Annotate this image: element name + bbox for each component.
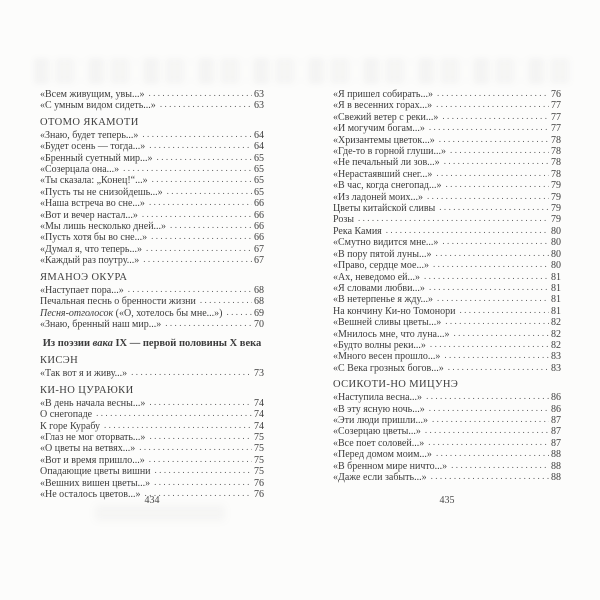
toc-entry-title: «С умным видом сидеть...» — [40, 100, 156, 112]
toc-entry-page: 73 — [254, 368, 264, 380]
toc-entry-page: 81 — [551, 282, 561, 294]
toc-entry-title: «Мы лишь несколько дней...» — [40, 221, 167, 233]
dot-leader — [155, 465, 252, 476]
toc-entry-page: 82 — [551, 317, 561, 329]
toc-entry-title: «Ах, неведомо ей...» — [333, 271, 420, 283]
dot-leader — [149, 454, 252, 465]
toc-entry-page: 83 — [551, 351, 561, 363]
dot-leader — [426, 391, 549, 402]
toc-entry-title: «С Века грозных богов...» — [333, 362, 444, 374]
toc-entry-page: 81 — [551, 271, 561, 283]
dot-leader — [436, 168, 549, 179]
toc-entry-title: «Я в весенних горах...» — [333, 100, 433, 112]
toc-entry-title: «В день начала весны...» — [40, 397, 146, 409]
dot-leader — [444, 350, 549, 361]
toc-entry-title: «Знаю, бренный наш мир...» — [40, 318, 162, 330]
dot-leader — [152, 174, 252, 185]
toc-entry-title: «Нерастаявший снег...» — [333, 168, 433, 180]
toc-entry-title: На кончину Ки-но Томонори — [333, 305, 456, 317]
toc-entry-page: 69 — [254, 307, 264, 319]
toc-entry-title: «Смутно видится мне...» — [333, 237, 439, 249]
toc-entry-title: «Наша встреча во сне...» — [40, 198, 145, 210]
toc-entry-page: 81 — [551, 294, 561, 306]
dot-leader — [131, 367, 252, 378]
dot-leader — [454, 328, 550, 339]
page-showthrough-artifact — [34, 58, 574, 84]
dot-leader — [139, 442, 252, 453]
toc-entry-title: «Я словами любви...» — [333, 282, 425, 294]
toc-entry-title: «Наступила весна...» — [333, 392, 423, 404]
toc-entry-title: Опадающие цветы вишни — [40, 466, 151, 478]
toc-section-heading: КИ-НО ЦУРАЮКИ — [40, 384, 134, 396]
toc-section-heading: КИСЭН — [40, 355, 79, 367]
dot-leader — [167, 186, 252, 197]
dot-leader — [358, 213, 549, 224]
dot-leader — [149, 397, 252, 408]
dot-leader — [442, 236, 549, 247]
toc-entry-title: «Вот и время пришло...» — [40, 454, 145, 466]
toc-entry-page: 79 — [551, 191, 561, 203]
toc-entry-page: 82 — [551, 328, 561, 340]
toc-entry — [40, 368, 264, 379]
toc-entry-title: «Наступает пора...» — [40, 284, 124, 296]
toc-entry-page: 87 — [551, 437, 561, 449]
toc-entry-page: 66 — [254, 209, 264, 221]
dot-leader — [143, 254, 252, 265]
dot-leader — [450, 145, 549, 156]
toc-entry-title: «Пусть хотя бы во сне...» — [40, 232, 148, 244]
toc-entry-page: 83 — [551, 362, 561, 374]
dot-leader — [96, 408, 252, 419]
toc-entry-page: 76 — [254, 477, 264, 489]
toc-entry-page: 82 — [551, 339, 561, 351]
toc-entry — [40, 255, 264, 266]
dot-leader — [430, 339, 549, 350]
dot-leader — [446, 179, 549, 190]
toc-entry-title: Река Камия — [333, 225, 382, 237]
toc-entry-page: 81 — [551, 305, 561, 317]
dot-leader — [386, 225, 549, 236]
toc-entry-title: «Так вот я и живу...» — [40, 368, 128, 380]
toc-section-heading: ОТОМО ЯКАМОТИ — [40, 116, 139, 128]
toc-entry-title: «И могучим богам...» — [333, 123, 425, 135]
toc-entry-title-italic: Песня-отголосок — [40, 307, 114, 319]
dot-leader — [451, 460, 549, 471]
toc-entry-title: «Пусть ты не снизойдешь...» — [40, 186, 163, 198]
toc-entry-title: «Всем живущим, увы...» — [40, 89, 145, 100]
toc-entry-page: 75 — [254, 466, 264, 478]
toc-entry-title: «В эту ясную ночь...» — [333, 403, 425, 415]
toc-entry-title: «Не печальный ли зов...» — [333, 157, 440, 169]
toc-entry-title: «Я пришел собирать...» — [333, 89, 433, 100]
toc-entry-title: «Вешних вишен цветы...» — [40, 477, 151, 489]
toc-entry-page: 77 — [551, 111, 561, 123]
toc-entry-page: 77 — [551, 123, 561, 135]
toc-entry-page: 77 — [551, 100, 561, 112]
toc-entry-page: 65 — [254, 175, 264, 187]
toc-entry-page: 88 — [551, 449, 561, 461]
toc-entry-page: 74 — [254, 409, 264, 421]
dot-leader — [439, 134, 549, 145]
toc-entry-page: 70 — [254, 318, 264, 330]
toc-entry-page: 88 — [551, 460, 561, 472]
toc-entry-page: 76 — [254, 488, 264, 500]
dot-leader — [427, 191, 549, 202]
toc-entry-title: «Глаз не мог оторвать...» — [40, 431, 146, 443]
dot-leader — [128, 284, 252, 295]
dot-leader — [437, 88, 549, 99]
toc-entry-title: «В пору пятой луны...» — [333, 248, 432, 260]
toc-entry-title: Розы — [333, 214, 354, 226]
toc-entry-page: 88 — [551, 472, 561, 483]
toc-part-heading-italic: вака — [92, 338, 113, 350]
toc-entry-page: 75 — [254, 431, 264, 443]
dot-leader — [146, 243, 252, 254]
toc-part-heading-text: Из поэзии — [42, 338, 93, 350]
dot-leader — [433, 259, 549, 270]
dot-leader — [142, 129, 252, 140]
dot-leader — [431, 471, 549, 482]
toc-entry-title: «В бренном мире ничто...» — [333, 460, 448, 472]
dot-leader — [436, 248, 550, 259]
toc-entry-page: 65 — [254, 152, 264, 164]
toc-entry-title: О снегопаде — [40, 409, 93, 421]
toc-entry-page: 80 — [551, 237, 561, 249]
toc-part-heading — [40, 338, 264, 350]
dot-leader — [425, 425, 549, 436]
toc-entry-title: «Созерцаю цветы...» — [333, 426, 421, 438]
toc-entry-page: 66 — [254, 232, 264, 244]
toc-entry-title: «Вешней сливы цветы...» — [333, 317, 442, 329]
page-number-left: 434 — [144, 495, 160, 506]
toc-entry-page: 67 — [254, 255, 264, 267]
dot-leader — [429, 403, 549, 414]
toc-entry-page: 87 — [551, 426, 561, 438]
toc-entry-title: «Будет осень — тогда...» — [40, 141, 146, 153]
dot-leader — [460, 305, 550, 316]
dot-leader — [445, 316, 549, 327]
toc-entry-page: 80 — [551, 260, 561, 272]
toc-part-heading-text: IX — первой половины X века — [112, 338, 262, 350]
toc-entry-title: «Даже если забыть...» — [333, 472, 427, 483]
toc-entry-title: «О цветы на ветвях...» — [40, 443, 136, 455]
toc-entry-title: «Вот и вечер настал...» — [40, 209, 138, 221]
dot-leader — [170, 220, 252, 231]
dot-leader — [104, 420, 252, 431]
dot-leader — [149, 140, 252, 151]
toc-entry-title: «Знаю, будет теперь...» — [40, 129, 139, 141]
dot-leader — [437, 293, 549, 304]
dot-leader — [448, 362, 549, 373]
toc-entry-page: 75 — [254, 443, 264, 455]
dot-leader — [432, 414, 549, 425]
dot-leader — [226, 307, 252, 318]
dot-leader — [165, 318, 252, 329]
dot-leader — [149, 431, 252, 442]
toc-entry-title: «Каждый раз поутру...» — [40, 255, 140, 267]
dot-leader — [142, 209, 252, 220]
toc-entry-page: 67 — [254, 243, 264, 255]
toc-section-heading: ЯМАНОЭ ОКУРА — [40, 271, 128, 283]
toc-entry-page: 63 — [254, 100, 264, 112]
toc-entry-title: «Где-то в горной глуши...» — [333, 146, 447, 158]
toc-entry-page: 80 — [551, 225, 561, 237]
dot-leader — [439, 202, 549, 213]
dot-leader — [424, 271, 549, 282]
dot-leader — [429, 282, 549, 293]
page-showthrough-artifact — [95, 505, 225, 521]
toc-entry-title: «Из ладоней моих...» — [333, 191, 424, 203]
toc-entry-page: 63 — [254, 89, 264, 100]
toc-entry-page: 86 — [551, 403, 561, 415]
toc-entry-title: «Будто волны реки...» — [333, 339, 426, 351]
toc-entry-page: 74 — [254, 397, 264, 409]
toc-entry-page: 64 — [254, 141, 264, 153]
toc-entry-page: 87 — [551, 414, 561, 426]
toc-entry-title: Песня-отголосок («О, хотелось бы мне...») — [40, 307, 223, 319]
dot-leader — [160, 99, 252, 110]
dot-leader — [200, 295, 252, 306]
toc-entry-page: 64 — [254, 129, 264, 141]
toc-entry-title: «Хризантемы цветок...» — [333, 134, 435, 146]
toc-entry-page: 78 — [551, 157, 561, 169]
toc-entry-title: «В нетерпенье я жду...» — [333, 294, 434, 306]
toc-entry-title: «Право, сердце мое...» — [333, 260, 429, 272]
toc-entry-page: 86 — [551, 392, 561, 404]
dot-leader — [429, 122, 549, 133]
toc-entry-page: 79 — [551, 214, 561, 226]
toc-entry — [333, 363, 561, 374]
toc-entry-title: «Все поет соловей...» — [333, 437, 425, 449]
toc-entry — [40, 319, 264, 330]
dot-leader — [123, 163, 252, 174]
toc-entry-page: 68 — [254, 296, 264, 308]
dot-leader — [436, 99, 549, 110]
toc-entry-page: 65 — [254, 164, 264, 176]
toc-entry-title: «Свежий ветер с реки...» — [333, 111, 439, 123]
dot-leader — [148, 88, 252, 99]
toc-section-heading: ОСИКОТИ-НО МИЦУНЭ — [333, 379, 459, 391]
toc-entry-page: 78 — [551, 134, 561, 146]
dot-leader — [436, 448, 549, 459]
toc-entry-title: «Бренный суетный мир...» — [40, 152, 153, 164]
toc-entry-page: 76 — [551, 89, 561, 100]
toc-entry-page: 68 — [254, 284, 264, 296]
page-number-right: 435 — [439, 495, 455, 506]
page-right-column — [333, 89, 561, 483]
toc-entry-page: 66 — [254, 198, 264, 210]
toc-entry-title: «Много весен прошло...» — [333, 351, 441, 363]
toc-entry-title: Печальная песнь о бренности жизни — [40, 296, 196, 308]
toc-entry-title: «Не осталось цветов...» — [40, 488, 141, 500]
toc-entry-title: «Мнилось мне, что луна...» — [333, 328, 450, 340]
dot-leader — [444, 156, 549, 167]
toc-entry-page: 75 — [254, 454, 264, 466]
dot-leader — [149, 197, 252, 208]
toc-entry-page: 79 — [551, 180, 561, 192]
dot-leader — [428, 437, 549, 448]
toc-entry — [40, 100, 264, 111]
toc-entry-title: «В час, когда снегопад...» — [333, 180, 442, 192]
toc-entry-page: 78 — [551, 146, 561, 158]
toc-entry-page: 78 — [551, 168, 561, 180]
toc-entry-title: Цветы китайской сливы — [333, 203, 436, 215]
toc-entry-title: «Эти люди пришли...» — [333, 414, 428, 426]
dot-leader — [151, 231, 252, 242]
toc-entry-page: 65 — [254, 186, 264, 198]
dot-leader — [154, 477, 252, 488]
toc-entry-page: 74 — [254, 420, 264, 432]
dot-leader — [157, 152, 252, 163]
toc-entry-title: «Созерцала она...» — [40, 164, 120, 176]
page-left-column — [40, 89, 264, 500]
toc-entry-title: «Думал я, что теперь...» — [40, 243, 142, 255]
toc-entry-page: 66 — [254, 221, 264, 233]
toc-entry-title: «Перед домом моим...» — [333, 449, 432, 461]
toc-entry — [333, 472, 561, 483]
dot-leader — [442, 111, 549, 122]
toc-entry-page: 79 — [551, 203, 561, 215]
toc-entry-title: К горе Курабу — [40, 420, 101, 432]
toc-entry-title: «Ты сказала: „Конец!“...» — [40, 175, 148, 187]
toc-entry-page: 80 — [551, 248, 561, 260]
